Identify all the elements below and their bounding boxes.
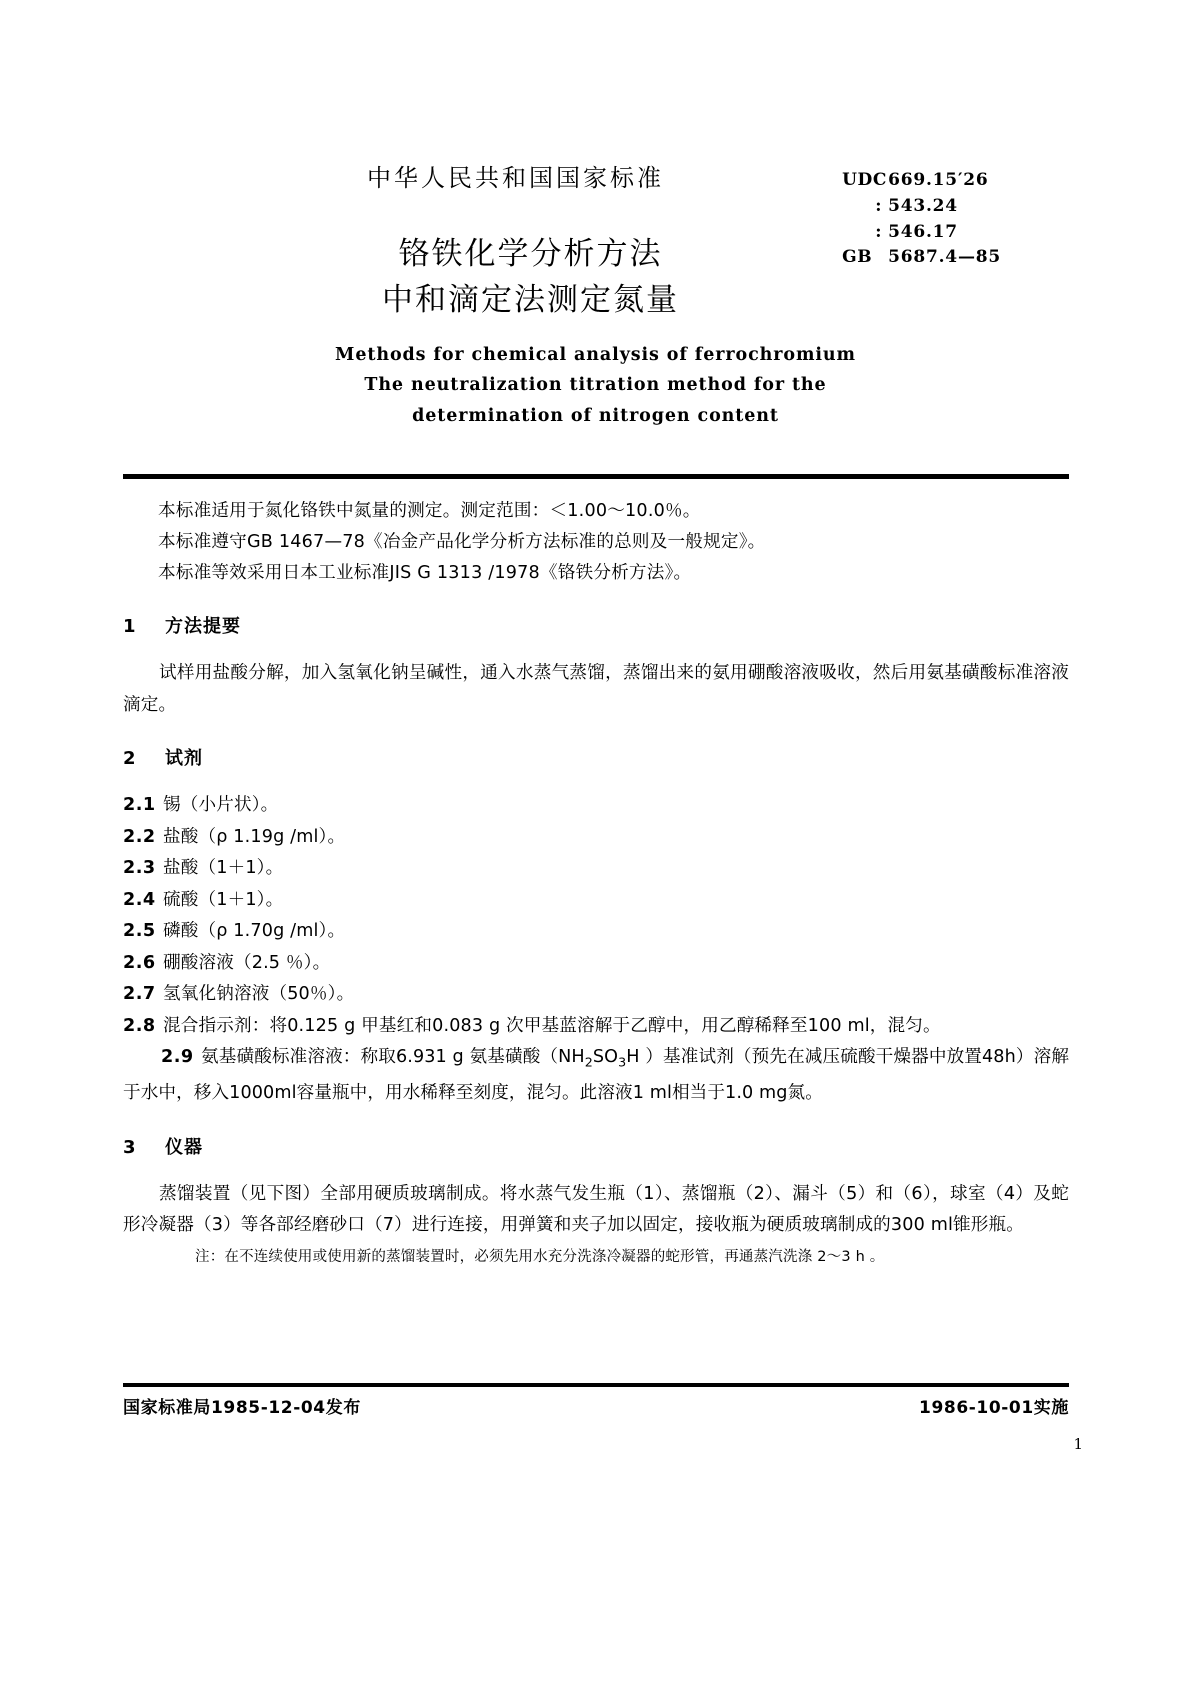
reagent-text-part-2: SO (592, 1047, 619, 1067)
page-title (0, 232, 1191, 324)
section-number-3: 3 (123, 1136, 137, 1158)
reagent-number: 2.2 (123, 826, 156, 847)
reagent-text: 硼酸溶液（2.5 ％）。 (163, 952, 331, 973)
title-cn-line-1: 铬铁化学分析方法 (398, 236, 663, 272)
udc-code-2: 543.24 (888, 195, 958, 216)
udc-label: UDC (842, 170, 887, 190)
document-body (123, 496, 1069, 1272)
udc-colon-3: : (875, 221, 883, 242)
list-item (123, 916, 1069, 948)
spacer-6 (123, 1163, 1069, 1179)
intro-line-3: 本标准等效采用日本工业标准JIS G 1313 /1978《铬铁分析方法》。 (158, 563, 692, 583)
header-divider (123, 474, 1069, 479)
section-title-1: 方法提要 (165, 616, 241, 637)
section-number-1: 1 (123, 616, 137, 637)
udc-row-2 (842, 194, 1001, 220)
intro-line-2: 本标准遵守GB 1467—78《冶金产品化学分析方法标准的总则及一般规定》。 (158, 532, 766, 552)
footer-divider (123, 1383, 1069, 1387)
section-heading-2 (123, 743, 1069, 774)
list-item (123, 822, 1069, 854)
title-cn-line-2: 中和滴定法测定氮量 (382, 281, 679, 318)
section-title-3: 仪器 (165, 1136, 203, 1158)
section-title-2: 试剂 (165, 748, 203, 769)
footer-issue-date: 国家标准局1985-12-04发布 (123, 1398, 361, 1418)
list-item (123, 948, 1069, 980)
footer (123, 1393, 1069, 1418)
reagent-text: 硫酸（1＋1）。 (163, 889, 284, 910)
list-item (123, 1011, 1069, 1043)
title-en-line-1: Methods for chemical analysis of ferrochromium (335, 345, 856, 365)
list-item-reagent-2-9 (123, 1042, 1069, 1110)
section-number-2: 2 (123, 748, 137, 769)
section-note-3: 注：在不连续使用或使用新的蒸馏装置时，必须先用水充分洗涤冷凝器的蛇形管，再通蒸汽洗涤 2～3 h 。 (195, 1248, 885, 1265)
reagent-text-part-1: 氨基磺酸标准溶液：称取6.931 g 氨基磺酸（NH (201, 1047, 585, 1067)
title-en-line-3: determination of nitrogen content (412, 405, 779, 426)
reagent-number: 2.3 (123, 858, 156, 878)
section-heading-1 (123, 611, 1069, 642)
standard-number: 5687.4—85 (888, 247, 1001, 268)
list-item (123, 885, 1069, 917)
reagent-text: 氢氧化钠溶液（50％）。 (163, 984, 355, 1004)
reagent-text: 锡（小片状）。 (163, 795, 279, 815)
issuer-line: 中华人民共和国国家标准 (367, 164, 664, 192)
title-en-line-2: The neutralization titration method for the (364, 375, 827, 396)
udc-code-main: 669.15′26 (888, 170, 989, 190)
reagent-number: 2.5 (123, 921, 156, 941)
reagent-number: 2.4 (123, 889, 156, 910)
intro-block (123, 496, 1069, 589)
footer-implementation-date: 1986-10-01实施 (919, 1398, 1069, 1418)
reagent-number: 2.8 (123, 1015, 156, 1036)
intro-line-1: 本标准适用于氮化铬铁中氮量的测定。测定范围：＜1.00～10.0％。 (158, 501, 701, 521)
spacer-1 (123, 589, 1069, 611)
list-item (123, 853, 1069, 885)
udc-colon-2: : (875, 195, 883, 216)
formula-subscript-2: 2 (584, 1054, 593, 1070)
reagent-number: 2.1 (123, 795, 156, 815)
list-item (123, 790, 1069, 822)
reagent-number: 2.6 (123, 952, 156, 973)
section-body-3: 蒸馏装置（见下图）全部用硬质玻璃制成。将水蒸气发生瓶（1）、蒸馏瓶（2）、漏斗（5）和（6），球室（4）及蛇形冷凝器（3）等各部经磨砂口（7）进行连接，用弹簧和夹子加以固定，接收瓶为硬质玻璃制成的300 ml锥形瓶。 (123, 1183, 1069, 1236)
list-item (123, 979, 1069, 1011)
reagent-number: 2.9 (161, 1047, 194, 1067)
spacer-5 (123, 1110, 1069, 1132)
spacer-2 (123, 642, 1069, 658)
reagent-text: 混合指示剂：将0.125 g 甲基红和0.083 g 次甲基蓝溶解于乙醇中，用乙醇稀释至100 ml，混匀。 (163, 1015, 941, 1036)
standard-label: GB (842, 247, 873, 268)
reagent-text: 磷酸（ρ 1.70g /ml）。 (163, 921, 346, 941)
reagent-number: 2.7 (123, 984, 156, 1004)
section-heading-3 (123, 1132, 1069, 1163)
spacer-3 (123, 721, 1069, 743)
page-subtitle-english (0, 340, 1191, 431)
reagent-text: 盐酸（1＋1）。 (163, 858, 284, 878)
udc-code-3: 546.17 (888, 221, 958, 242)
spacer-4 (123, 774, 1069, 790)
page-number: 1 (1073, 1435, 1083, 1453)
reagent-text-part-3: H ）基准试剂（预先在减压硫酸干燥器中放置48h）溶解于水中，移入1000ml容量瓶中，用水稀释至刻度，混匀。此溶液1 ml相当于1.0 mg氮。 (123, 1047, 1070, 1104)
masthead (0, 158, 1191, 193)
reagent-list (123, 790, 1069, 1110)
section-body-1: 试样用盐酸分解，加入氢氧化钠呈碱性，通入水蒸气蒸馏，蒸馏出来的氨用硼酸溶液吸收，然后用氨基磺酸标准溶液滴定。 (123, 663, 1069, 715)
reagent-text: 盐酸（ρ 1.19g /ml）。 (163, 826, 346, 847)
formula-subscript-3: 3 (618, 1054, 627, 1070)
udc-row-main (842, 168, 1001, 194)
